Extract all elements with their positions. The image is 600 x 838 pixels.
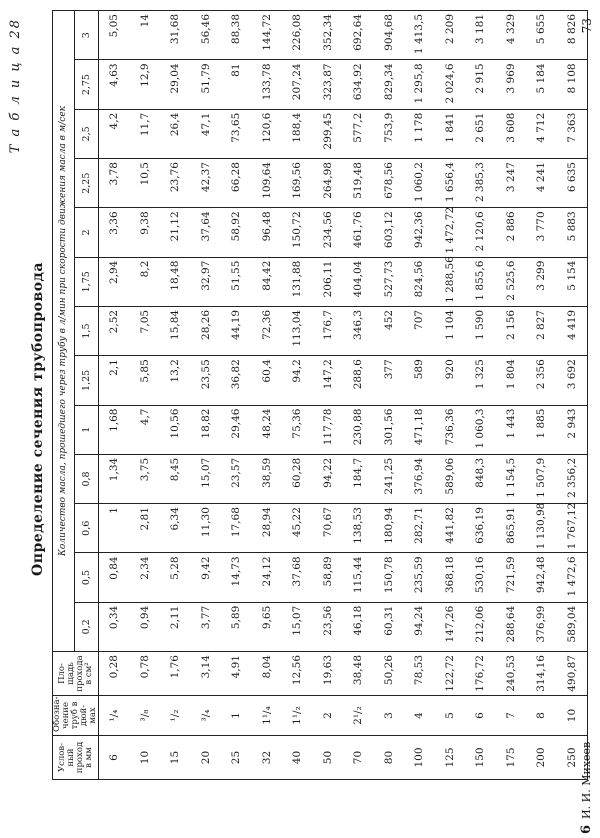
flow-value-cell: 47,1 — [191, 109, 222, 158]
flow-value-cell: 45,22 — [282, 504, 313, 553]
flow-value-cell: 15,84 — [160, 306, 191, 355]
flow-value-cell: 84,42 — [252, 257, 283, 306]
inch-designation-cell: 3 — [374, 696, 405, 736]
header-flow-caption: Количество масла, прошедшего через трубу в л/мин при скорости движения масла в м/сек — [53, 11, 75, 652]
flow-value-cell: 1 855,6 — [465, 257, 496, 306]
flow-value-cell: 3 608 — [496, 109, 527, 158]
flow-value-cell: 3,36 — [99, 208, 130, 257]
inch-designation-cell: ³/₄ — [191, 696, 222, 736]
inch-designation-cell: ¹/₂ — [160, 696, 191, 736]
flow-value-cell: 1 — [99, 504, 130, 553]
bore-area-cell: 240,53 — [496, 652, 527, 696]
flow-value-cell: 2 156 — [496, 306, 527, 355]
flow-value-cell: 60,31 — [374, 602, 405, 651]
flow-value-cell: 184,7 — [343, 454, 374, 503]
flow-value-cell: 634,92 — [343, 60, 374, 109]
flow-value-cell: 2,1 — [99, 356, 130, 405]
header-bore-area: Пло- щадь прохода в см² — [53, 652, 99, 696]
inch-designation-cell: 2 — [313, 696, 344, 736]
flow-value-cell: 3,77 — [191, 602, 222, 651]
flow-value-cell: 23,57 — [221, 454, 252, 503]
flow-value-cell: 144,72 — [252, 11, 283, 60]
flow-value-cell: 37,68 — [282, 553, 313, 602]
flow-value-cell: 904,68 — [374, 11, 405, 60]
header-inch-designation: Обозна- чение труб в дюй- мах — [53, 696, 99, 736]
flow-value-cell: 9,65 — [252, 602, 283, 651]
flow-value-cell: 2 886 — [496, 208, 527, 257]
flow-value-cell: 2 120,6 — [465, 208, 496, 257]
nominal-bore-cell: 20 — [191, 736, 222, 780]
table-row — [99, 11, 130, 780]
flow-value-cell: 29,46 — [221, 405, 252, 454]
flow-value-cell: 282,71 — [404, 504, 435, 553]
nominal-bore-cell: 200 — [526, 736, 557, 780]
flow-value-cell: 2 385,3 — [465, 159, 496, 208]
flow-value-cell: 5,89 — [221, 602, 252, 651]
flow-value-cell: 7,05 — [130, 306, 161, 355]
bore-area-cell: 19,63 — [313, 652, 344, 696]
flow-value-cell: 5,05 — [99, 11, 130, 60]
bore-area-cell: 0,78 — [130, 652, 161, 696]
flow-value-cell: 5 184 — [526, 60, 557, 109]
flow-value-cell: 404,04 — [343, 257, 374, 306]
flow-value-cell: 56,46 — [191, 11, 222, 60]
flow-value-cell: 1 178 — [404, 109, 435, 158]
table-row — [557, 11, 588, 780]
flow-value-cell: 81 — [221, 60, 252, 109]
flow-value-cell: 2,52 — [99, 306, 130, 355]
flow-value-cell: 31,68 — [160, 11, 191, 60]
nominal-bore-cell: 50 — [313, 736, 344, 780]
flow-value-cell: 4,2 — [99, 109, 130, 158]
flow-value-cell: 241,25 — [374, 454, 405, 503]
inch-designation-cell: 1 — [221, 696, 252, 736]
speed-header: 2,75 — [74, 60, 98, 109]
flow-value-cell: 376,99 — [526, 602, 557, 651]
speed-header: 2,25 — [74, 159, 98, 208]
flow-value-cell: 138,53 — [343, 504, 374, 553]
table-row — [404, 11, 435, 780]
flow-value-cell: 2 827 — [526, 306, 557, 355]
flow-value-cell: 10,56 — [160, 405, 191, 454]
flow-value-cell: 206,11 — [313, 257, 344, 306]
flow-value-cell: 1,34 — [99, 454, 130, 503]
flow-value-cell: 73,65 — [221, 109, 252, 158]
flow-value-cell: 29,04 — [160, 60, 191, 109]
flow-value-cell: 28,94 — [252, 504, 283, 553]
flow-value-cell: 72,36 — [252, 306, 283, 355]
flow-value-cell: 117,78 — [313, 405, 344, 454]
flow-value-cell: 8 826 — [557, 11, 588, 60]
flow-value-cell: 13,2 — [160, 356, 191, 405]
flow-value-cell: 38,59 — [252, 454, 283, 503]
flow-value-cell: 94,22 — [313, 454, 344, 503]
flow-value-cell: 18,48 — [160, 257, 191, 306]
flow-value-cell: 2 356,2 — [557, 454, 588, 503]
nominal-bore-cell: 80 — [374, 736, 405, 780]
nominal-bore-cell: 250 — [557, 736, 588, 780]
flow-value-cell: 8 108 — [557, 60, 588, 109]
flow-value-cell: 94,2 — [282, 356, 313, 405]
flow-value-cell: 471,18 — [404, 405, 435, 454]
flow-value-cell: 346,3 — [343, 306, 374, 355]
table-label: Т а б л и ц а 28 — [8, 18, 23, 154]
flow-value-cell: 88,38 — [221, 11, 252, 60]
flow-value-cell: 28,26 — [191, 306, 222, 355]
flow-value-cell: 226,08 — [282, 11, 313, 60]
flow-value-cell: 12,9 — [130, 60, 161, 109]
speed-header: 3 — [74, 11, 98, 60]
flow-value-cell: 94,24 — [404, 602, 435, 651]
bore-area-cell: 78,53 — [404, 652, 435, 696]
flow-value-cell: 9,42 — [191, 553, 222, 602]
flow-value-cell: 824,56 — [404, 257, 435, 306]
signature-mark: 6 — [579, 824, 594, 834]
flow-value-cell: 264,98 — [313, 159, 344, 208]
flow-value-cell: 678,56 — [374, 159, 405, 208]
flow-value-cell: 212,06 — [465, 602, 496, 651]
flow-value-cell: 6 635 — [557, 159, 588, 208]
flow-value-cell: 352,34 — [313, 11, 344, 60]
flow-value-cell: 527,73 — [374, 257, 405, 306]
page-number: 73 — [580, 18, 594, 34]
flow-value-cell: 288,64 — [496, 602, 527, 651]
flow-value-cell: 441,82 — [435, 504, 466, 553]
flow-value-cell: 2 525,6 — [496, 257, 527, 306]
nominal-bore-cell: 70 — [343, 736, 374, 780]
flow-value-cell: 6,34 — [160, 504, 191, 553]
flow-value-cell: 2 209 — [435, 11, 466, 60]
flow-value-cell: 51,55 — [221, 257, 252, 306]
footer-signature — [579, 742, 594, 834]
flow-value-cell: 234,56 — [313, 208, 344, 257]
flow-value-cell: 180,94 — [374, 504, 405, 553]
bore-area-cell: 50,26 — [374, 652, 405, 696]
flow-value-cell: 58,89 — [313, 553, 344, 602]
flow-value-cell: 188,4 — [282, 109, 313, 158]
flow-value-cell: 169,56 — [282, 159, 313, 208]
flow-value-cell: 51,79 — [191, 60, 222, 109]
flow-value-cell: 589,06 — [435, 454, 466, 503]
flow-value-cell: 323,87 — [313, 60, 344, 109]
nominal-bore-cell: 125 — [435, 736, 466, 780]
flow-value-cell: 1,68 — [99, 405, 130, 454]
flow-value-cell: 376,94 — [404, 454, 435, 503]
flow-value-cell: 461,76 — [343, 208, 374, 257]
flow-value-cell: 46,18 — [343, 602, 374, 651]
flow-value-cell: 2,94 — [99, 257, 130, 306]
flow-value-cell: 1 885 — [526, 405, 557, 454]
inch-designation-cell: 4 — [404, 696, 435, 736]
flow-value-cell: 452 — [374, 306, 405, 355]
speed-header: 0,8 — [74, 454, 98, 503]
flow-value-cell: 377 — [374, 356, 405, 405]
bore-area-cell: 490,87 — [557, 652, 588, 696]
flow-value-cell: 2,11 — [160, 602, 191, 651]
flow-value-cell: 4 712 — [526, 109, 557, 158]
flow-value-cell: 2,81 — [130, 504, 161, 553]
flow-value-cell: 133,78 — [252, 60, 283, 109]
inch-designation-cell: 2¹/₂ — [343, 696, 374, 736]
flow-value-cell: 603,12 — [374, 208, 405, 257]
inch-designation-cell: ³/₈ — [130, 696, 161, 736]
bore-area-cell: 4,91 — [221, 652, 252, 696]
flow-value-cell: 1 295,8 — [404, 60, 435, 109]
flow-value-cell: 8,2 — [130, 257, 161, 306]
inch-designation-cell: 1¹/₂ — [282, 696, 313, 736]
flow-value-cell: 636,19 — [465, 504, 496, 553]
flow-value-cell: 2,34 — [130, 553, 161, 602]
flow-value-cell: 4 329 — [496, 11, 527, 60]
flow-value-cell: 17,68 — [221, 504, 252, 553]
nominal-bore-cell: 10 — [130, 736, 161, 780]
inch-designation-cell: 1¹/₄ — [252, 696, 283, 736]
nominal-bore-cell: 32 — [252, 736, 283, 780]
nominal-bore-cell: 25 — [221, 736, 252, 780]
flow-value-cell: 0,84 — [99, 553, 130, 602]
flow-value-cell: 14 — [130, 11, 161, 60]
bore-area-cell: 3,14 — [191, 652, 222, 696]
flow-value-cell: 70,67 — [313, 504, 344, 553]
nominal-bore-cell: 100 — [404, 736, 435, 780]
flow-value-cell: 736,36 — [435, 405, 466, 454]
flow-value-cell: 9,38 — [130, 208, 161, 257]
flow-value-cell: 3,75 — [130, 454, 161, 503]
flow-value-cell: 301,56 — [374, 405, 405, 454]
speed-header: 0,6 — [74, 504, 98, 553]
flow-value-cell: 32,97 — [191, 257, 222, 306]
flow-value-cell: 37,64 — [191, 208, 222, 257]
flow-value-cell: 1 472,72 — [435, 208, 466, 257]
flow-value-cell: 48,24 — [252, 405, 283, 454]
flow-value-cell: 829,34 — [374, 60, 405, 109]
flow-value-cell: 4,7 — [130, 405, 161, 454]
nominal-bore-cell: 150 — [465, 736, 496, 780]
flow-value-cell: 60,28 — [282, 454, 313, 503]
flow-value-cell: 96,48 — [252, 208, 283, 257]
bore-area-cell: 314,16 — [526, 652, 557, 696]
flow-value-cell: 150,72 — [282, 208, 313, 257]
table-row — [343, 11, 374, 780]
flow-value-cell: 1 288,56 — [435, 257, 466, 306]
flow-value-cell: 5,28 — [160, 553, 191, 602]
table-row — [221, 11, 252, 780]
flow-value-cell: 753,9 — [374, 109, 405, 158]
flow-value-cell: 235,59 — [404, 553, 435, 602]
flow-value-cell: 5,85 — [130, 356, 161, 405]
flow-value-cell: 5 883 — [557, 208, 588, 257]
flow-value-cell: 4 419 — [557, 306, 588, 355]
bore-area-cell: 1,76 — [160, 652, 191, 696]
flow-value-cell: 1 413,5 — [404, 11, 435, 60]
speed-header: 0,2 — [74, 602, 98, 651]
pipe-section-table — [52, 10, 588, 780]
flow-value-cell: 3 770 — [526, 208, 557, 257]
flow-value-cell: 147,2 — [313, 356, 344, 405]
flow-value-cell: 0,94 — [130, 602, 161, 651]
flow-value-cell: 2 356 — [526, 356, 557, 405]
speed-header: 1 — [74, 405, 98, 454]
flow-value-cell: 2 943 — [557, 405, 588, 454]
flow-value-cell: 7 363 — [557, 109, 588, 158]
nominal-bore-cell: 15 — [160, 736, 191, 780]
bore-area-cell: 12,56 — [282, 652, 313, 696]
flow-value-cell: 577,2 — [343, 109, 374, 158]
flow-value-cell: 2 024,6 — [435, 60, 466, 109]
flow-value-cell: 4 241 — [526, 159, 557, 208]
table-row — [282, 11, 313, 780]
table-row — [374, 11, 405, 780]
flow-value-cell: 8,45 — [160, 454, 191, 503]
flow-value-cell: 288,6 — [343, 356, 374, 405]
flow-value-cell: 692,64 — [343, 11, 374, 60]
flow-value-cell: 1 656,4 — [435, 159, 466, 208]
page-title: Определение сечения трубопровода — [30, 262, 46, 576]
flow-value-cell: 58,92 — [221, 208, 252, 257]
flow-value-cell: 3 969 — [496, 60, 527, 109]
flow-value-cell: 530,16 — [465, 553, 496, 602]
inch-designation-cell: 10 — [557, 696, 588, 736]
flow-value-cell: 44,19 — [221, 306, 252, 355]
flow-value-cell: 10,5 — [130, 159, 161, 208]
table-row — [313, 11, 344, 780]
flow-value-cell: 18,82 — [191, 405, 222, 454]
flow-value-cell: 5 154 — [557, 257, 588, 306]
flow-value-cell: 1 104 — [435, 306, 466, 355]
table-row — [435, 11, 466, 780]
flow-value-cell: 942,36 — [404, 208, 435, 257]
flow-value-cell: 115,44 — [343, 553, 374, 602]
flow-value-cell: 942,48 — [526, 553, 557, 602]
bore-area-cell: 176,72 — [465, 652, 496, 696]
flow-value-cell: 2 651 — [465, 109, 496, 158]
table-row — [252, 11, 283, 780]
flow-value-cell: 3,78 — [99, 159, 130, 208]
flow-value-cell: 1 472,6 — [557, 553, 588, 602]
author-name: И. И. Михеев — [580, 741, 593, 819]
inch-designation-cell: 5 — [435, 696, 466, 736]
flow-value-cell: 24,12 — [252, 553, 283, 602]
flow-value-cell: 1 841 — [435, 109, 466, 158]
flow-value-cell: 1 590 — [465, 306, 496, 355]
flow-value-cell: 848,3 — [465, 454, 496, 503]
flow-value-cell: 207,24 — [282, 60, 313, 109]
flow-value-cell: 120,6 — [252, 109, 283, 158]
flow-value-cell: 26,4 — [160, 109, 191, 158]
flow-value-cell: 1 507,9 — [526, 454, 557, 503]
flow-value-cell: 14,73 — [221, 553, 252, 602]
flow-value-cell: 176,7 — [313, 306, 344, 355]
flow-value-cell: 42,37 — [191, 159, 222, 208]
flow-value-cell: 519,48 — [343, 159, 374, 208]
flow-value-cell: 589,04 — [557, 602, 588, 651]
flow-value-cell: 1 130,98 — [526, 504, 557, 553]
bore-area-cell: 38,48 — [343, 652, 374, 696]
flow-value-cell: 113,04 — [282, 306, 313, 355]
flow-value-cell: 109,64 — [252, 159, 283, 208]
table-row — [526, 11, 557, 780]
flow-value-cell: 1 767,12 — [557, 504, 588, 553]
flow-value-cell: 0,34 — [99, 602, 130, 651]
flow-value-cell: 15,07 — [191, 454, 222, 503]
flow-value-cell: 5 655 — [526, 11, 557, 60]
flow-value-cell: 150,78 — [374, 553, 405, 602]
flow-value-cell: 1 060,2 — [404, 159, 435, 208]
flow-value-cell: 66,28 — [221, 159, 252, 208]
flow-value-cell: 1 154,5 — [496, 454, 527, 503]
flow-value-cell: 1 443 — [496, 405, 527, 454]
inch-designation-cell: 8 — [526, 696, 557, 736]
inch-designation-cell: ¹/₄ — [99, 696, 130, 736]
speed-header: 1,25 — [74, 356, 98, 405]
flow-value-cell: 147,26 — [435, 602, 466, 651]
nominal-bore-cell: 40 — [282, 736, 313, 780]
flow-value-cell: 3 247 — [496, 159, 527, 208]
flow-value-cell: 4,63 — [99, 60, 130, 109]
flow-value-cell: 60,4 — [252, 356, 283, 405]
flow-value-cell: 23,56 — [313, 602, 344, 651]
flow-value-cell: 3 299 — [526, 257, 557, 306]
flow-value-cell: 707 — [404, 306, 435, 355]
flow-value-cell: 36,82 — [221, 356, 252, 405]
flow-value-cell: 75,36 — [282, 405, 313, 454]
table-row — [191, 11, 222, 780]
speed-header: 1,5 — [74, 306, 98, 355]
bore-area-cell: 122,72 — [435, 652, 466, 696]
speed-header: 2 — [74, 208, 98, 257]
flow-value-cell: 3 181 — [465, 11, 496, 60]
flow-value-cell: 589 — [404, 356, 435, 405]
flow-value-cell: 11,7 — [130, 109, 161, 158]
table-row — [130, 11, 161, 780]
flow-value-cell: 2 915 — [465, 60, 496, 109]
table-row — [496, 11, 527, 780]
table-body — [99, 11, 588, 780]
flow-value-cell: 1 804 — [496, 356, 527, 405]
flow-value-cell: 721,59 — [496, 553, 527, 602]
flow-value-cell: 15,07 — [282, 602, 313, 651]
flow-value-cell: 23,55 — [191, 356, 222, 405]
nominal-bore-cell: 175 — [496, 736, 527, 780]
flow-value-cell: 1 325 — [465, 356, 496, 405]
table-row — [465, 11, 496, 780]
flow-value-cell: 920 — [435, 356, 466, 405]
inch-designation-cell: 7 — [496, 696, 527, 736]
speed-header: 0,5 — [74, 553, 98, 602]
flow-value-cell: 865,91 — [496, 504, 527, 553]
flow-value-cell: 368,18 — [435, 553, 466, 602]
table-row — [160, 11, 191, 780]
flow-value-cell: 11,30 — [191, 504, 222, 553]
bore-area-cell: 0,28 — [99, 652, 130, 696]
flow-value-cell: 23,76 — [160, 159, 191, 208]
flow-value-cell: 3 692 — [557, 356, 588, 405]
bore-area-cell: 8,04 — [252, 652, 283, 696]
flow-value-cell: 299,45 — [313, 109, 344, 158]
inch-designation-cell: 6 — [465, 696, 496, 736]
header-nominal-bore: Услов- ный проход в мм — [53, 736, 99, 780]
nominal-bore-cell: 6 — [99, 736, 130, 780]
flow-value-cell: 131,88 — [282, 257, 313, 306]
flow-value-cell: 21,12 — [160, 208, 191, 257]
flow-value-cell: 1 060,3 — [465, 405, 496, 454]
speed-header: 2,5 — [74, 109, 98, 158]
speed-header: 1,75 — [74, 257, 98, 306]
flow-value-cell: 230,88 — [343, 405, 374, 454]
